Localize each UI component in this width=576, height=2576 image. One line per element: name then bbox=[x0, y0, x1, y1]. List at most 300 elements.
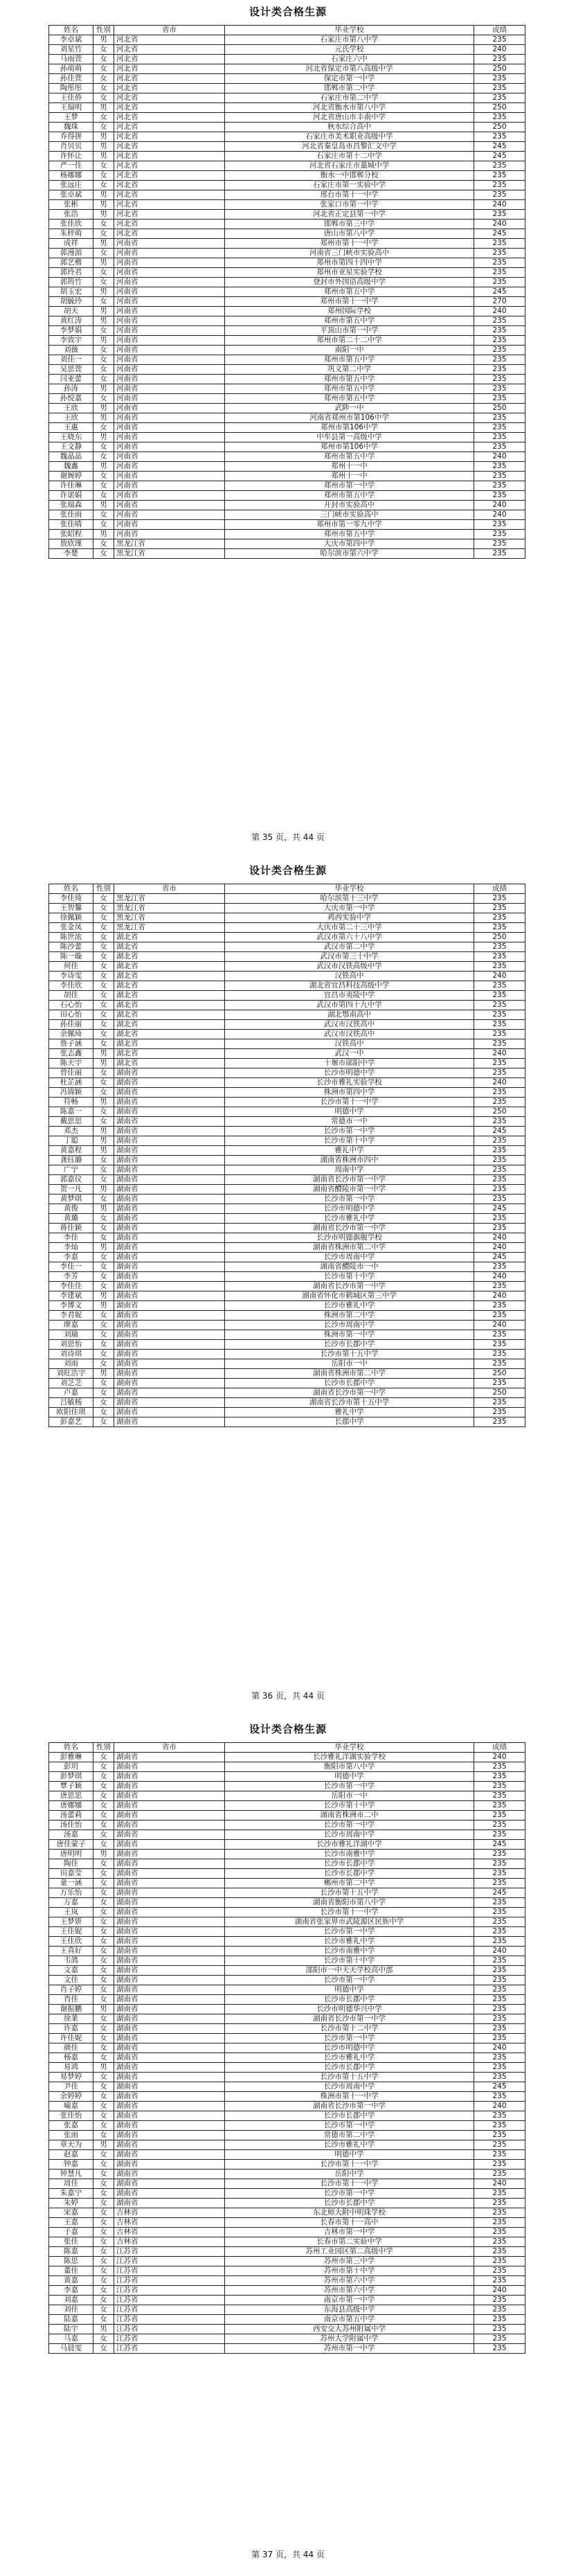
cell-school: 河北省石家庄市藁城中学 bbox=[225, 161, 474, 171]
cell-province: 湖南省 bbox=[114, 1379, 225, 1388]
table-row bbox=[49, 452, 525, 462]
table-row bbox=[49, 355, 525, 365]
cell-score: 235 bbox=[474, 249, 525, 258]
table-row bbox=[49, 1330, 525, 1340]
cell-score: 235 bbox=[474, 923, 525, 933]
cell-province: 湖南省 bbox=[114, 1850, 225, 1859]
cell-score: 235 bbox=[474, 326, 525, 336]
cell-score: 245 bbox=[474, 229, 525, 239]
cell-name: 陈沙蕾 bbox=[49, 942, 93, 952]
cell-name: 彭雅琳 bbox=[49, 1753, 93, 1762]
cell-province: 河南省 bbox=[114, 481, 225, 491]
cell-gender: 男 bbox=[93, 152, 114, 161]
cell-score: 235 bbox=[474, 1966, 525, 1976]
table-row bbox=[49, 161, 525, 171]
cell-name: 刘星竹 bbox=[49, 45, 93, 55]
cell-gender: 女 bbox=[93, 1030, 114, 1039]
table-row bbox=[49, 2199, 525, 2208]
cell-school: 郑州市第四十四中学 bbox=[225, 258, 474, 268]
cell-name: 卢嘉 bbox=[49, 1388, 93, 1398]
cell-province: 河南省 bbox=[114, 258, 225, 268]
cell-school: 武汉市第三十中学 bbox=[225, 952, 474, 962]
cell-province: 河南省 bbox=[114, 355, 225, 365]
table-row bbox=[49, 1001, 525, 1010]
table-row bbox=[49, 404, 525, 413]
cell-province: 河北省 bbox=[114, 220, 225, 229]
cell-province: 黑龙江省 bbox=[114, 539, 225, 549]
cell-school: 保定市第一中学 bbox=[225, 74, 474, 84]
cell-name: 胡毓玲 bbox=[49, 297, 93, 307]
cell-score: 235 bbox=[474, 2189, 525, 2199]
cell-school: 湖南省株洲市四中 bbox=[225, 1156, 474, 1165]
table-row bbox=[49, 1927, 525, 1937]
cell-score: 235 bbox=[474, 365, 525, 375]
cell-name: 张金凤 bbox=[49, 923, 93, 933]
cell-gender: 女 bbox=[93, 1782, 114, 1791]
cell-province: 河北省 bbox=[114, 171, 225, 181]
cell-province: 河南省 bbox=[114, 297, 225, 307]
cell-province: 湖南省 bbox=[114, 1947, 225, 1956]
cell-gender: 女 bbox=[93, 45, 114, 55]
cell-gender: 女 bbox=[93, 962, 114, 972]
cell-gender: 女 bbox=[93, 229, 114, 239]
table-row bbox=[49, 64, 525, 74]
cell-province: 湖南省 bbox=[114, 1811, 225, 1821]
cell-name: 黄俊 bbox=[49, 1204, 93, 1214]
cell-school: 平顶山市第一中学 bbox=[225, 326, 474, 336]
cell-school: 石家庄市第一实验中学 bbox=[225, 181, 474, 190]
cell-school: 汉铁高中 bbox=[225, 972, 474, 981]
cell-score: 235 bbox=[474, 316, 525, 326]
cell-gender: 女 bbox=[93, 278, 114, 287]
table-row bbox=[49, 2160, 525, 2170]
cell-school: 常德市第二中学 bbox=[225, 2131, 474, 2140]
cell-school: 郑州市第五中学 bbox=[225, 384, 474, 394]
cell-school: 株洲市第十一中学 bbox=[225, 2092, 474, 2102]
table-row bbox=[49, 1840, 525, 1850]
cell-name: 于嘉 bbox=[49, 2228, 93, 2237]
table-row bbox=[49, 152, 525, 161]
cell-score: 235 bbox=[474, 2325, 525, 2334]
cell-gender: 女 bbox=[93, 2237, 114, 2247]
cell-name: 丁聪 bbox=[49, 1136, 93, 1146]
cell-name: 张浩 bbox=[49, 210, 93, 220]
cell-province: 江苏省 bbox=[114, 2325, 225, 2334]
cell-province: 河南省 bbox=[114, 433, 225, 442]
cell-province: 湖南省 bbox=[114, 2170, 225, 2179]
table-row bbox=[49, 1888, 525, 1898]
cell-gender: 女 bbox=[93, 2266, 114, 2276]
cell-school: 湖南省怀化市鹤城区第三中学 bbox=[225, 1291, 474, 1301]
cell-school: 长沙市第一中学 bbox=[225, 2034, 474, 2043]
cell-school: 登封市外国语高级中学 bbox=[225, 278, 474, 287]
table-row bbox=[49, 1233, 525, 1243]
cell-province: 湖南省 bbox=[114, 2082, 225, 2092]
cell-score: 270 bbox=[474, 297, 525, 307]
cell-name: 张佳 bbox=[49, 2237, 93, 2247]
table-row bbox=[49, 181, 525, 190]
cell-school: 郑州市第五中学 bbox=[225, 355, 474, 365]
cell-province: 河南省 bbox=[114, 520, 225, 530]
cell-name: 严一佳 bbox=[49, 161, 93, 171]
cell-province: 河北省 bbox=[114, 200, 225, 210]
cell-gender: 男 bbox=[93, 316, 114, 326]
table-row bbox=[49, 462, 525, 472]
cell-province: 湖北省 bbox=[114, 1030, 225, 1039]
cell-name: 何佳 bbox=[49, 962, 93, 972]
cell-province: 江苏省 bbox=[114, 2266, 225, 2276]
cell-name: 李君妮 bbox=[49, 1311, 93, 1321]
table-row bbox=[49, 981, 525, 991]
cell-province: 吉林省 bbox=[114, 2218, 225, 2228]
cell-score: 235 bbox=[474, 1146, 525, 1156]
cell-gender: 女 bbox=[93, 2102, 114, 2111]
table-row bbox=[49, 1068, 525, 1078]
cell-score: 240 bbox=[474, 307, 525, 316]
cell-province: 江苏省 bbox=[114, 2247, 225, 2257]
cell-province: 湖南省 bbox=[114, 1927, 225, 1937]
cell-name: 胡天 bbox=[49, 307, 93, 316]
cell-score: 235 bbox=[474, 423, 525, 433]
cell-name: 黄红涛 bbox=[49, 316, 93, 326]
cell-gender: 女 bbox=[93, 1762, 114, 1772]
cell-gender: 女 bbox=[93, 952, 114, 962]
table-row bbox=[49, 2014, 525, 2024]
cell-school: 中牟县第一高级中学 bbox=[225, 433, 474, 442]
cell-school: 西安交大苏州附属中学 bbox=[225, 2325, 474, 2334]
cell-gender: 男 bbox=[93, 1850, 114, 1859]
table-row bbox=[49, 442, 525, 452]
cell-province: 湖南省 bbox=[114, 1869, 225, 1879]
cell-gender: 男 bbox=[93, 142, 114, 152]
table-row bbox=[49, 1388, 525, 1398]
table-row bbox=[49, 93, 525, 103]
cell-score: 240 bbox=[474, 1321, 525, 1330]
cell-name: 喻嘉 bbox=[49, 2102, 93, 2111]
cell-gender: 女 bbox=[93, 326, 114, 336]
cell-province: 河南省 bbox=[114, 239, 225, 249]
cell-score: 235 bbox=[474, 1311, 525, 1321]
cell-gender: 女 bbox=[93, 549, 114, 559]
table-row bbox=[49, 55, 525, 64]
cell-province: 湖南省 bbox=[114, 1753, 225, 1762]
cell-score: 235 bbox=[474, 942, 525, 952]
table-body bbox=[49, 35, 525, 559]
cell-score: 240 bbox=[474, 452, 525, 462]
cell-gender: 女 bbox=[93, 1359, 114, 1369]
cell-school: 长沙市第十中学 bbox=[225, 1956, 474, 1966]
cell-gender: 男 bbox=[93, 1049, 114, 1059]
cell-name: 李佳一 bbox=[49, 1262, 93, 1272]
cell-name: 唐思思 bbox=[49, 1791, 93, 1801]
cell-score: 235 bbox=[474, 1821, 525, 1830]
cell-name: 王佳欣 bbox=[49, 1937, 93, 1947]
cell-score: 235 bbox=[474, 2063, 525, 2073]
cell-score: 235 bbox=[474, 1359, 525, 1369]
cell-gender: 女 bbox=[93, 346, 114, 355]
cell-province: 湖南省 bbox=[114, 1830, 225, 1840]
table-row bbox=[49, 2082, 525, 2092]
cell-name: 郭嘉仪 bbox=[49, 1175, 93, 1185]
cell-score: 235 bbox=[474, 1801, 525, 1811]
table-row bbox=[49, 239, 525, 249]
cell-gender: 女 bbox=[93, 2305, 114, 2315]
cell-gender: 男 bbox=[93, 1127, 114, 1136]
cell-gender: 女 bbox=[93, 923, 114, 933]
cell-gender: 女 bbox=[93, 1262, 114, 1272]
table-row bbox=[49, 2218, 525, 2228]
cell-name: 张志鑫 bbox=[49, 1049, 93, 1059]
cell-gender: 女 bbox=[93, 74, 114, 84]
cell-school: 明德中学 bbox=[225, 1985, 474, 1995]
cell-school: 郑州市第106中学 bbox=[225, 442, 474, 452]
cell-score: 235 bbox=[474, 1811, 525, 1821]
table-row bbox=[49, 2305, 525, 2315]
cell-score: 235 bbox=[474, 190, 525, 200]
cell-school: 长沙市长郡中学 bbox=[225, 1340, 474, 1350]
header-name: 姓名 bbox=[49, 1743, 93, 1753]
cell-gender: 女 bbox=[93, 2208, 114, 2218]
cell-score: 240 bbox=[474, 1291, 525, 1301]
cell-score: 250 bbox=[474, 123, 525, 132]
cell-gender: 男 bbox=[93, 413, 114, 423]
cell-school: 长沙市明德中学 bbox=[225, 1204, 474, 1214]
cell-school: 湖南省长沙市第一中学 bbox=[225, 2014, 474, 2024]
cell-school: 湖南省株洲市二中 bbox=[225, 1811, 474, 1821]
cell-school: 石家庄市第八中学 bbox=[225, 35, 474, 45]
cell-name: 王嘉 bbox=[49, 2218, 93, 2228]
cell-school: 武汉市第六十八中学 bbox=[225, 933, 474, 942]
table-row bbox=[49, 287, 525, 297]
cell-school: 十堰市郧阳中学 bbox=[225, 1059, 474, 1068]
cell-score: 235 bbox=[474, 55, 525, 64]
cell-province: 湖南省 bbox=[114, 1937, 225, 1947]
cell-province: 湖南省 bbox=[114, 1917, 225, 1927]
cell-score: 235 bbox=[474, 1850, 525, 1859]
header-school: 毕业学校 bbox=[225, 1743, 474, 1753]
cell-gender: 女 bbox=[93, 1888, 114, 1898]
cell-school: 湖北鄂南高中 bbox=[225, 1010, 474, 1020]
cell-gender: 男 bbox=[93, 1185, 114, 1195]
cell-school: 苏州市第三中学 bbox=[225, 2257, 474, 2266]
page-title: 设计类合格生源 bbox=[249, 864, 327, 877]
cell-province: 湖南省 bbox=[114, 1291, 225, 1301]
cell-name: 王晓东 bbox=[49, 433, 93, 442]
table-row bbox=[49, 200, 525, 210]
cell-score: 235 bbox=[474, 210, 525, 220]
cell-name: 唐佳蒙子 bbox=[49, 1840, 93, 1850]
cell-school: 长沙市第十一中学 bbox=[225, 2179, 474, 2189]
cell-name: 谢振鹏 bbox=[49, 2005, 93, 2014]
table-row bbox=[49, 2276, 525, 2286]
table-row bbox=[49, 1195, 525, 1204]
table-row bbox=[49, 1398, 525, 1408]
table-row bbox=[49, 132, 525, 142]
cell-gender: 男 bbox=[93, 1369, 114, 1379]
cell-school: 长沙市第十二中学 bbox=[225, 2024, 474, 2034]
cell-name: 张彬 bbox=[49, 200, 93, 210]
cell-school: 石家庄市第十二中学 bbox=[225, 152, 474, 161]
cell-name: 许嘉 bbox=[49, 2024, 93, 2034]
cell-gender: 男 bbox=[93, 1136, 114, 1146]
cell-score: 245 bbox=[474, 152, 525, 161]
cell-gender: 女 bbox=[93, 1272, 114, 1282]
cell-school: 长沙市长郡中学 bbox=[225, 2111, 474, 2121]
cell-gender: 女 bbox=[93, 520, 114, 530]
cell-province: 湖南省 bbox=[114, 1859, 225, 1869]
cell-gender: 女 bbox=[93, 1233, 114, 1243]
cell-province: 湖南省 bbox=[114, 2024, 225, 2034]
table-row bbox=[49, 2092, 525, 2102]
cell-province: 河北省 bbox=[114, 229, 225, 239]
cell-school: 长沙市雅礼中学 bbox=[225, 1937, 474, 1947]
cell-name: 文佳 bbox=[49, 1976, 93, 1985]
cell-province: 湖南省 bbox=[114, 1762, 225, 1772]
cell-gender: 女 bbox=[93, 472, 114, 481]
cell-gender: 女 bbox=[93, 1879, 114, 1888]
cell-gender: 女 bbox=[93, 2296, 114, 2305]
table-header-row bbox=[49, 26, 525, 35]
cell-name: 郭筠竹 bbox=[49, 278, 93, 287]
cell-school: 郑州市第106中学 bbox=[225, 423, 474, 433]
cell-score: 240 bbox=[474, 1947, 525, 1956]
cell-school: 郑州市第五中学 bbox=[225, 452, 474, 462]
cell-score: 235 bbox=[474, 1898, 525, 1908]
document-page-37 bbox=[0, 1717, 576, 2576]
cell-score: 240 bbox=[474, 2286, 525, 2296]
cell-gender: 女 bbox=[93, 268, 114, 278]
cell-name: 刘诗琪 bbox=[49, 1350, 93, 1359]
table-row bbox=[49, 394, 525, 404]
cell-gender: 女 bbox=[93, 2082, 114, 2092]
table-row bbox=[49, 249, 525, 258]
cell-province: 河南省 bbox=[114, 326, 225, 336]
cell-province: 湖南省 bbox=[114, 1146, 225, 1156]
cell-school: 长沙市雅礼实验学校 bbox=[225, 1078, 474, 1088]
cell-name: 杨娜娜 bbox=[49, 171, 93, 181]
cell-name: 许诺娟 bbox=[49, 491, 93, 501]
cell-school: 长沙雅礼洋湖实验学校 bbox=[225, 1753, 474, 1762]
cell-province: 河南省 bbox=[114, 462, 225, 472]
cell-school: 郑州市第一中学 bbox=[225, 481, 474, 491]
cell-gender: 女 bbox=[93, 894, 114, 904]
cell-school: 长沙市雅礼中学 bbox=[225, 2053, 474, 2063]
cell-school: 湖南省衡阳市第八中学 bbox=[225, 1898, 474, 1908]
cell-score: 240 bbox=[474, 200, 525, 210]
table-row bbox=[49, 1937, 525, 1947]
cell-name: 冯锦颖 bbox=[49, 1088, 93, 1098]
cell-gender: 女 bbox=[93, 2286, 114, 2296]
table-row bbox=[49, 1243, 525, 1253]
table-row bbox=[49, 1204, 525, 1214]
table-row bbox=[49, 84, 525, 93]
cell-gender: 女 bbox=[93, 1917, 114, 1927]
cell-gender: 女 bbox=[93, 1330, 114, 1340]
cell-province: 湖南省 bbox=[114, 1253, 225, 1262]
cell-score: 235 bbox=[474, 1398, 525, 1408]
header-province: 省市 bbox=[114, 1743, 225, 1753]
cell-score: 235 bbox=[474, 1224, 525, 1233]
cell-score: 235 bbox=[474, 1088, 525, 1098]
cell-province: 江苏省 bbox=[114, 2334, 225, 2344]
table-row bbox=[49, 336, 525, 346]
cell-school: 明德中学 bbox=[225, 1107, 474, 1117]
cell-name: 魏珠 bbox=[49, 123, 93, 132]
cell-province: 江苏省 bbox=[114, 2257, 225, 2266]
cell-score: 250 bbox=[474, 1107, 525, 1117]
table-body bbox=[49, 894, 525, 1427]
table-row bbox=[49, 1098, 525, 1107]
cell-name: 王智馨 bbox=[49, 904, 93, 913]
cell-gender: 女 bbox=[93, 1195, 114, 1204]
cell-name: 许佳琳 bbox=[49, 481, 93, 491]
table-row bbox=[49, 1359, 525, 1369]
table-row bbox=[49, 423, 525, 433]
table-row bbox=[49, 1379, 525, 1388]
cell-name: 张佳怡 bbox=[49, 2111, 93, 2121]
cell-school: 长沙市长郡中学 bbox=[225, 2199, 474, 2208]
cell-gender: 女 bbox=[93, 1966, 114, 1976]
cell-name: 李佳 bbox=[49, 1233, 93, 1243]
cell-province: 湖北省 bbox=[114, 942, 225, 952]
cell-name: 陆宇 bbox=[49, 2325, 93, 2334]
cell-province: 湖北省 bbox=[114, 1039, 225, 1049]
cell-name: 汤嘉 bbox=[49, 1830, 93, 1840]
cell-score: 235 bbox=[474, 2276, 525, 2286]
cell-school: 长沙市第一中学 bbox=[225, 1195, 474, 1204]
cell-gender: 女 bbox=[93, 2053, 114, 2063]
table-row bbox=[49, 1282, 525, 1291]
cell-gender: 男 bbox=[93, 2325, 114, 2334]
table-row bbox=[49, 1321, 525, 1330]
cell-province: 湖南省 bbox=[114, 1772, 225, 1782]
table-row bbox=[49, 1956, 525, 1966]
cell-school: 唐山市第八中学 bbox=[225, 229, 474, 239]
table-row bbox=[49, 278, 525, 287]
cell-score: 240 bbox=[474, 1078, 525, 1088]
cell-province: 河南省 bbox=[114, 384, 225, 394]
cell-province: 湖南省 bbox=[114, 2014, 225, 2024]
cell-province: 湖北省 bbox=[114, 1020, 225, 1030]
cell-name: 朱婷 bbox=[49, 2199, 93, 2208]
cell-name: 谢婉婷 bbox=[49, 472, 93, 481]
cell-score: 235 bbox=[474, 1869, 525, 1879]
cell-school: 湖南省株洲市第二中学 bbox=[225, 1369, 474, 1379]
table-row bbox=[49, 1408, 525, 1417]
table-row bbox=[49, 1869, 525, 1879]
cell-name: 唐明明 bbox=[49, 1850, 93, 1859]
admission-table bbox=[48, 884, 525, 1427]
cell-gender: 女 bbox=[93, 1388, 114, 1398]
cell-score: 240 bbox=[474, 1243, 525, 1253]
cell-school: 长郡中学 bbox=[225, 1417, 474, 1427]
cell-province: 江苏省 bbox=[114, 2344, 225, 2354]
cell-name: 龚钰璐 bbox=[49, 1156, 93, 1165]
table-row bbox=[49, 972, 525, 981]
cell-gender: 女 bbox=[93, 297, 114, 307]
cell-name: 魏鑫 bbox=[49, 462, 93, 472]
cell-school: 株洲市第四中学 bbox=[225, 1088, 474, 1098]
table-row bbox=[49, 1947, 525, 1956]
cell-province: 湖南省 bbox=[114, 1156, 225, 1165]
cell-name: 刘思怡 bbox=[49, 1340, 93, 1350]
cell-score: 245 bbox=[474, 1204, 525, 1214]
cell-school: 湖南省长沙市第一中学 bbox=[225, 1224, 474, 1233]
cell-gender: 女 bbox=[93, 113, 114, 123]
cell-gender: 男 bbox=[93, 530, 114, 539]
table-row bbox=[49, 962, 525, 972]
cell-province: 湖南省 bbox=[114, 1985, 225, 1995]
